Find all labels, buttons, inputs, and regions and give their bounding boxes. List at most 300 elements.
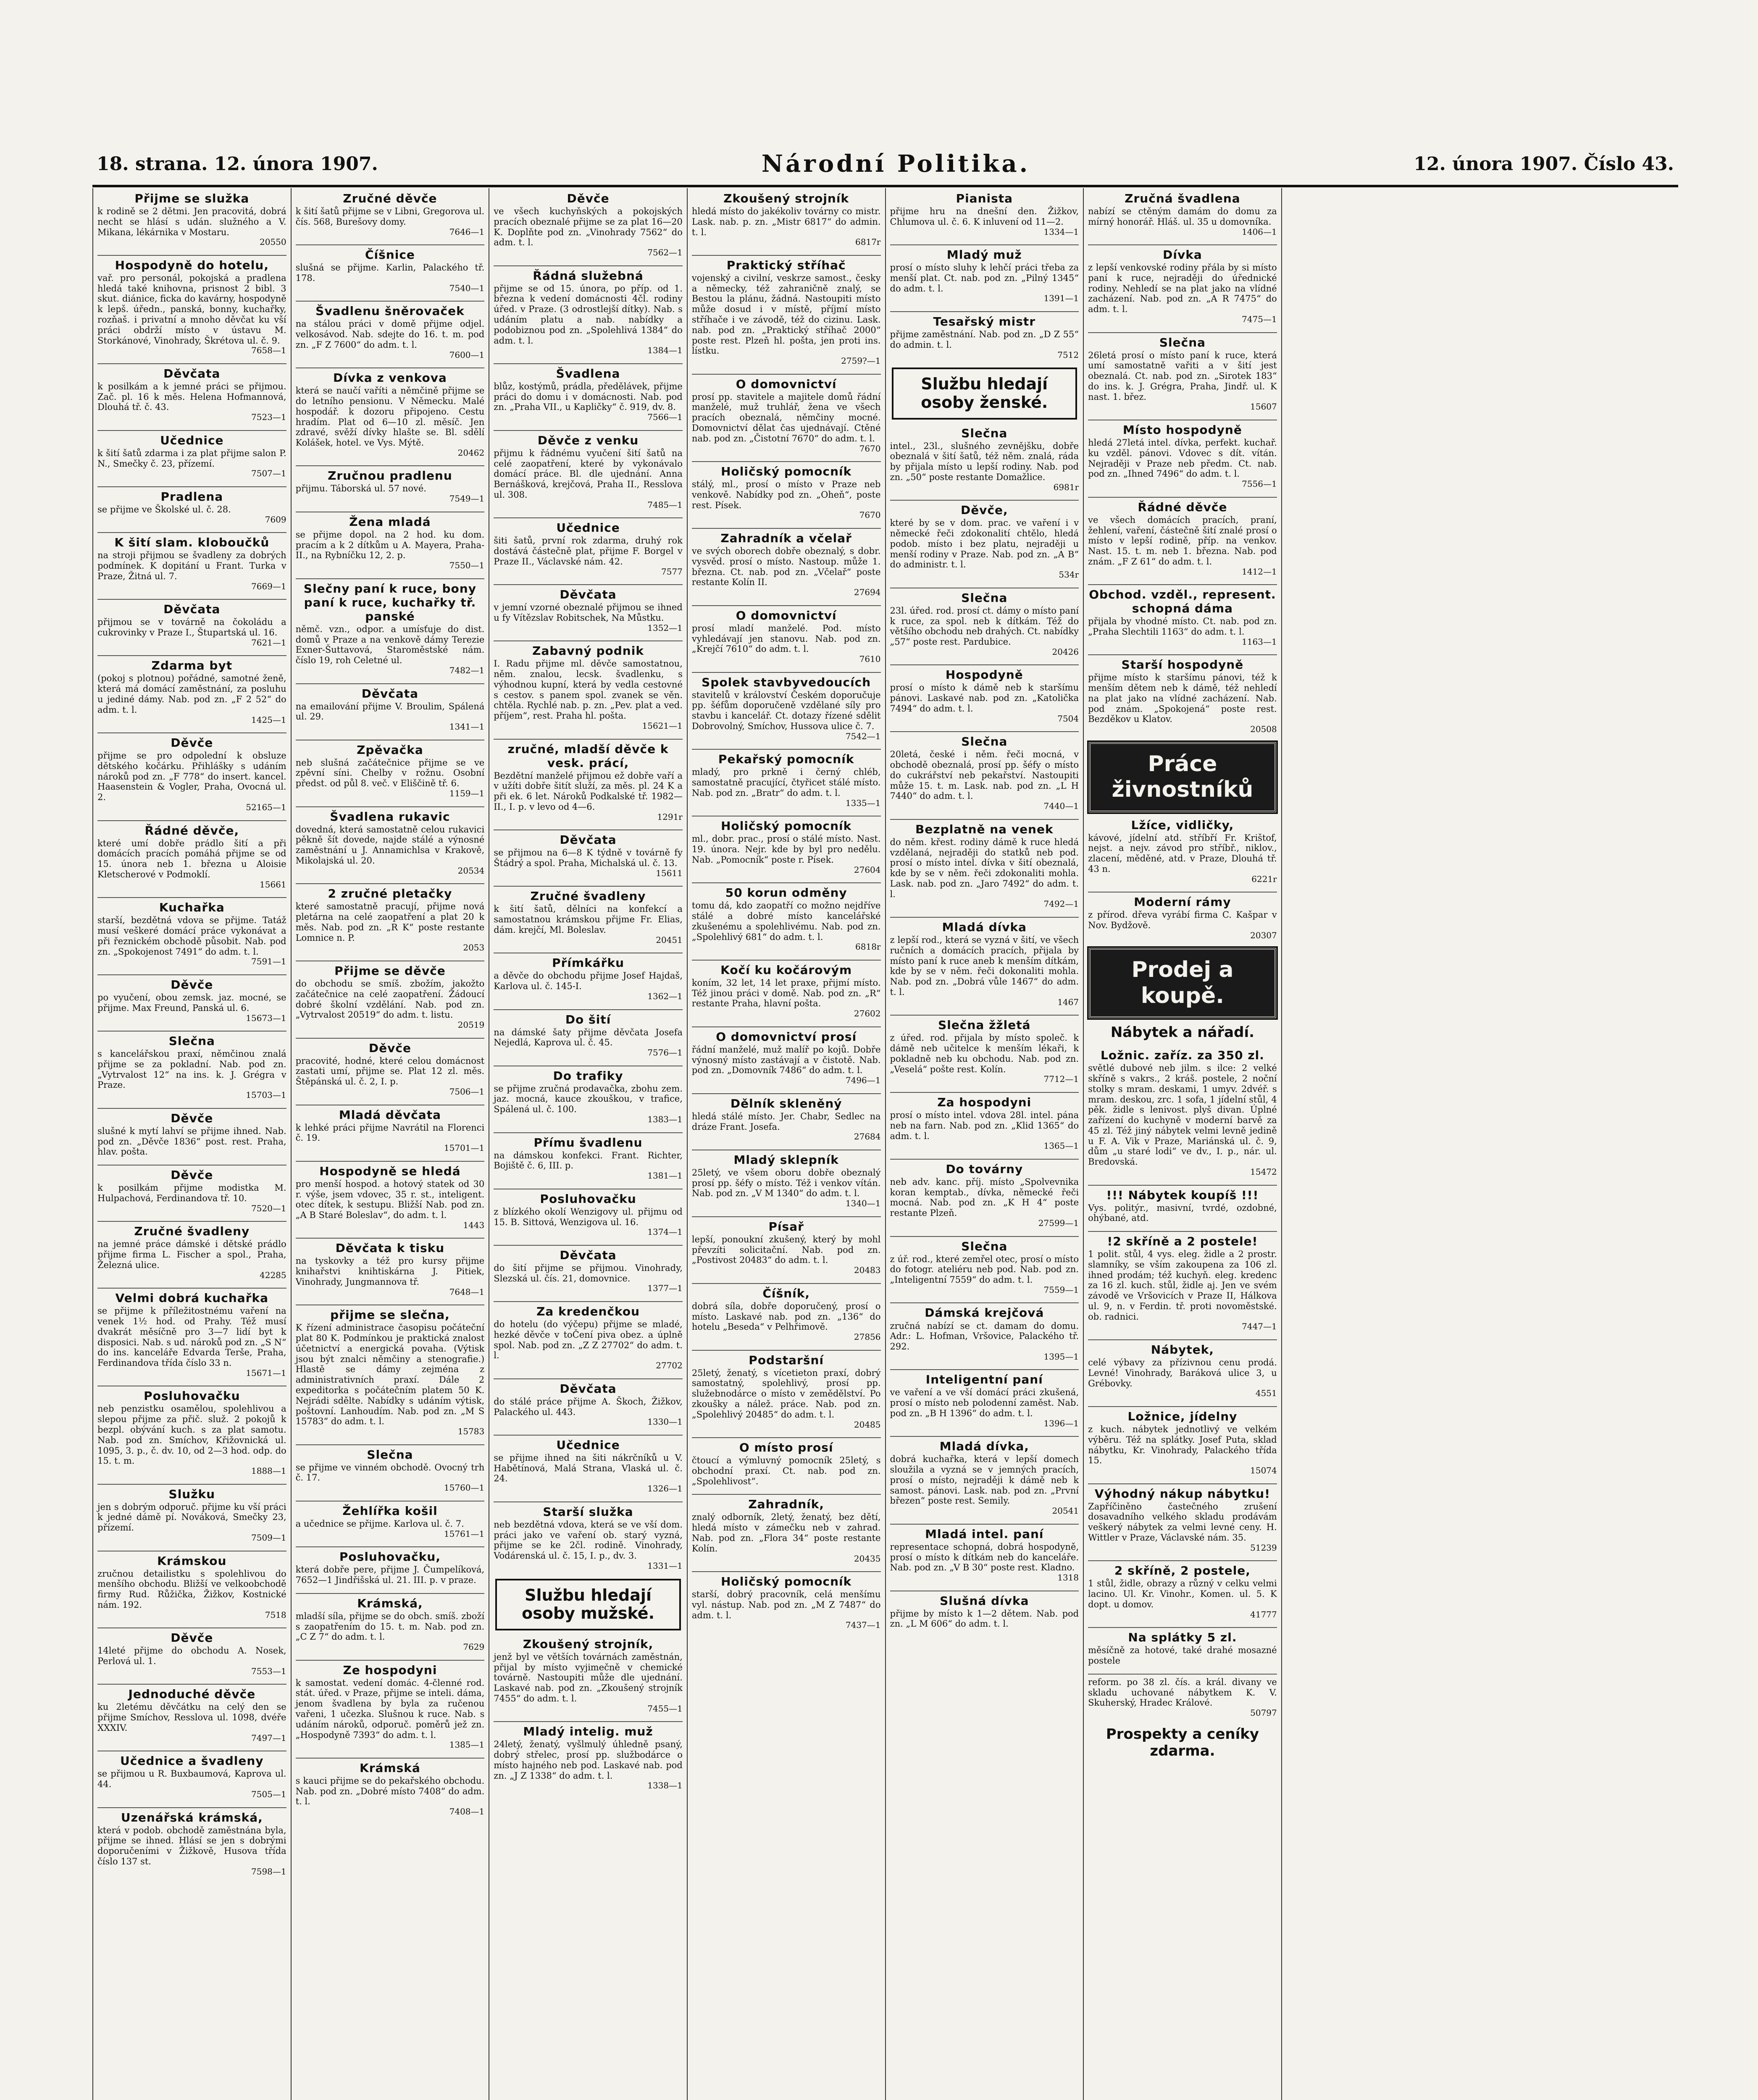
ad-body: do hotelu (do výčepu) přijme se mladé, hezké děvče v toČení piva obez. a úplně spol. Nab. pod zn. „Z Z 27702“ do adm. t. l.: [494, 1319, 683, 1361]
ad-body: K řízení administrace časopisu počáteční plat 80 K. Podmínkou je praktická znalost účetnictví a energická povaha. (Výtisk jsou být znalci němčiny a stenografie.) Hlastě se dámy zejména z administrativních praxí. Dále 2 expeditorka s počátečním platem 50 K. Nejrádi sdělte. Nabídky s udáním výtisk, poštovní. Lanhoudím. Nab. pod zn. „M S 15783“ do adm. t. l.: [295, 1323, 485, 1427]
ad-title: Pianista: [956, 192, 1013, 205]
ad-reference-code: 1406—1: [1242, 226, 1277, 237]
classified-ad: [494, 1502, 683, 1571]
ad-body: do šití přijme se přijmou. Vinohrady, Slezská ul. čís. 21, domovnice.: [494, 1263, 683, 1284]
classified-ad: [1088, 1048, 1277, 1177]
classified-ad: [296, 883, 485, 953]
classified-ad: [296, 1444, 485, 1493]
ad-body: representace schopná, dobrá hospodyně, prosí o místo k dítkám neb do kanceláře. Nab. pod zn. „V B 30“ poste rest. Kladno.: [890, 1541, 1079, 1573]
ad-title: Žena mladá: [349, 514, 431, 529]
ad-body: se přijmou na 6—8 K týdně v továrně fy Štádrý a spol. Praha, Michalská ul. č. 13.: [494, 848, 683, 869]
ad-title: Posluhovačku,: [339, 1550, 441, 1564]
ad-reference-code: 7518: [265, 1609, 286, 1620]
ad-body: se přijme zručná prodavačka, zbohu zem. jaz. mocná, kauce zkouškou, v trafice, Spálená ul. č. 100.: [494, 1083, 683, 1115]
ad-reference-code: 1291r: [657, 811, 683, 822]
ad-title: Učednice a švadleny: [120, 1754, 264, 1768]
ad-title: Výhodný nákup nábytku!: [1094, 1486, 1270, 1501]
ad-reference-code: 7523—1: [251, 412, 286, 423]
ad-title: Děvče z venku: [537, 433, 639, 447]
ad-title: Ložnic. zaříz. za 350 zl.: [1101, 1048, 1264, 1063]
ad-title: Holičský pomocník: [721, 1575, 852, 1589]
ad-title: Zdarma byt: [151, 659, 233, 673]
ad-title: Holičský pomocník: [721, 819, 852, 833]
ad-body: hledá 27letá intel. dívka, perfekt. kuchař. ku vzděl. pánovi. Vdovec s dít. vítán. Nejraději v Praze neb předm. Ct. nab. pod zn. „Ihned 7496“ do adm. t. l.: [1088, 438, 1277, 479]
ad-reference-code: 1377—1: [647, 1283, 683, 1294]
ad-body: 1 polit. stůl, 4 vys. eleg. židle a 2 prostr. slamníky, se vším zakoupena za 106 zl. ihned prodám; též kuchyň. eleg. kredenc za 16 zl. kuch. stůl, židle aj. Jen ve svém závodě ve Vršovicích v Praze II, Hálkova ul. 9, n. v Ferdin. tř. proti novoměstské. ob. radnici.: [1088, 1249, 1277, 1322]
ad-title: 50 korun odměny: [725, 886, 847, 900]
ad-body: k šití šatů, dělníci na konfekcí a samostatnou krámskou přijme Fr. Elias, dám. krejčí, Ml. Boleslav.: [494, 904, 683, 935]
ad-title: Slečna žžletá: [938, 1018, 1031, 1032]
ad-reference-code: 7600—1: [449, 349, 485, 360]
ad-reference-code: 27856: [854, 1332, 881, 1342]
ad-reference-code: 7437—1: [845, 1620, 881, 1630]
ad-body: k šití šatů přijme se v Libni, Gregorova ul. čís. 568, Burešovy domy.: [295, 206, 485, 227]
classified-ad: [494, 517, 683, 577]
ad-reference-code: 7629: [463, 1642, 485, 1652]
classified-ad: [890, 1591, 1079, 1630]
ad-body: k rodině se 2 dětmi. Jen pracovitá, dobrá necht se hlásí s udán. služného a V. Mikana, lékárnika v Mostaru.: [97, 206, 286, 237]
ad-title: Holičský pomocník: [721, 465, 852, 479]
classified-ad: [494, 584, 683, 633]
classified-ad: [296, 1038, 485, 1097]
ad-body: hledá místo do jakékoliv továrny co mistr. Lask. nab. p. zn. „Mistr 6817“ do admin. t. l.: [691, 206, 881, 237]
ad-body: přijme by místo k 1—2 dětem. Nab. pod zn. „L M 606“ do adm. t. l.: [890, 1608, 1079, 1629]
ad-title: Hospodyně do hotelu,: [115, 258, 269, 272]
ad-body: vojenský a civilní, veskrze samost., česky a německy, též zahraničně znalý, se Bestou la plánu, žádná. Nastoupiti místo může dosud i v místě, příjmí místo stříhače i ve závodě, též do cizinu. Lask. nab. pod zn. „Praktický stříhač 2000“ poste rest. Plzeň hl. pošta, jen proti ins. lístku.: [691, 273, 881, 356]
ad-reference-code: 7712—1: [1043, 1074, 1079, 1084]
ad-title: Dívka: [1163, 248, 1202, 262]
column-2: [292, 188, 490, 2100]
ad-title: Zkoušený strojník,: [523, 1637, 654, 1651]
ad-body: pro menší hospod. a hotový statek od 30 r. výše, jsem vdovec, 35 r. st., inteligent. otec dítek, k sestupu. Bližší Nab. pod zn. „A B Staré Boleslav“, do adm. t. l.: [295, 1179, 485, 1221]
classified-ad: [890, 1524, 1079, 1583]
ad-body: slušná se přijme. Karlin, Palackého tř. 178.: [295, 262, 485, 283]
ad-reference-code: 20534: [457, 865, 485, 876]
ad-reference-code: 7496—1: [845, 1075, 881, 1086]
ad-reference-code: 52165—1: [246, 802, 286, 812]
classified-ad: [692, 605, 881, 664]
classified-ad: [1088, 497, 1277, 577]
ad-body: se přijme k příležitostnému vaření na venek 1½ hod. od Prahy. Též musí dvakrát měsíčně pro 3—7 lidí byt k disposici. Nab. s ud. nároků pod zn. „S N“ do ins. kanceláře Edvarda Terše, Praha, Ferdinandova třída číslo 33 n.: [97, 1306, 286, 1368]
ad-body: 25letý, ženatý, s vícetieton praxí, dobrý samostatný, spolehlivý, prosí pp. služebnodárce o místo v zemědělství. Po zkoušky a nálež. práce. Nab. pod zn. „Spolehlivý 20485“ do adm. t. l.: [691, 1368, 881, 1420]
ad-reference-code: 20426: [1052, 646, 1079, 657]
column-6: [1084, 188, 1282, 2100]
classified-ad: [97, 363, 286, 423]
ad-body: hledá stálé místo. Jer. Chabr, Sedlec na dráze Frant. Josefa.: [691, 1111, 881, 1132]
ad-title: Děvče: [567, 192, 610, 205]
ad-title: Děvče: [171, 977, 213, 992]
classified-ad: [692, 816, 881, 875]
classified-ad: [296, 1105, 485, 1153]
ad-reference-code: 7598—1: [251, 1866, 286, 1877]
ad-reference-code: 20451: [656, 934, 683, 945]
ad-title: Slušná dívka: [940, 1593, 1029, 1608]
classified-ad: [296, 1660, 485, 1750]
classified-ad: [97, 430, 286, 479]
section-banner: Práce živnostníků: [1089, 742, 1276, 812]
classified-ad: [494, 1721, 683, 1791]
ad-title: Slečna: [961, 1239, 1008, 1253]
ad-title: Mladá dívka: [942, 920, 1027, 934]
ad-title: Děvče: [171, 736, 213, 750]
classified-ad: [97, 192, 286, 247]
classified-ad: [692, 374, 881, 454]
classified-ad: [97, 732, 286, 812]
classified-ad: [692, 461, 881, 520]
ad-reference-code: 7591—1: [251, 956, 286, 967]
ad-body: které by se v dom. prac. ve vaření i v německé řeči zdokonalití chtělo, hledá podob. místo i bez platu, nejraději u menší rodiny v Praze. Nab. pod zn. „A B“ do administr. t. l.: [890, 518, 1079, 570]
ad-body: do něm. křest. rodiny dámě k ruce hledá vzdělaná, nejraději do statků neb pod. prosí o místo intel. dívka v šití obeznalá, kde by se v něm. řeči zdokonaliti mohla. Lask. nab. pod zn. „Jaro 7492“ do adm. t. l.: [890, 837, 1079, 899]
ad-title: Uzenářská krámská,: [121, 1810, 263, 1824]
classified-ad: [692, 1093, 881, 1142]
classified-ad: [97, 532, 286, 591]
ad-reference-code: 7507—1: [251, 468, 286, 479]
ad-body: stálý, ml., prosí o místo v Praze neb venkově. Nabídky pod zn. „Oheň“, poste rest. Písek.: [691, 479, 881, 510]
ad-title: Dívka z venkova: [333, 371, 447, 385]
classified-ad: [1088, 192, 1277, 237]
ad-body: která dobře pere, přijme J. Čumpelíková, 7652—1 Jindřišská ul. 21. III. p. v praze.: [295, 1564, 485, 1585]
ad-title: O domovnictví: [736, 377, 837, 391]
ad-body: kávové, jídelní atd. stříbří Fr. Krištof, nejst. a nejv. závod pro stříbř., niklov., zlacení, měděné, atd. v Praze, Dlouhá tř. 43 n.: [1088, 832, 1277, 874]
classified-ad: [1088, 1231, 1277, 1332]
ad-body: přijmu. Táborská ul. 57 nové.: [295, 483, 426, 494]
ad-reference-code: 7485—1: [647, 499, 683, 510]
ad-body: starší, dobrý pracovník, celá menšímu vyl. nástup. Nab. pod zn. „M Z 7487“ do adm. t. l.: [691, 1589, 881, 1620]
ad-title: O místo prosí: [739, 1441, 833, 1455]
ad-body: k posilkám a k jemné práci se přijmou. Zač. pl. 16 k měs. Helena Hofmannová, Dlouhá tř. č. 43.: [97, 381, 286, 412]
ad-title: Do trafiky: [553, 1068, 623, 1083]
ad-title: Spolek stavbyvedoucích: [702, 675, 871, 689]
ad-reference-code: 6981r: [1053, 482, 1079, 492]
ad-body: přijme se od 15. února, po příp. od 1. března k vedení domácnosti 4čl. rodiny úřed. v Praze. (3 odrostlejší dítky). Nab. s udáním platu a nab. nabídky a podobiznou pod zn. „Spolehlivá 1384“ do adm. t. l.: [494, 283, 683, 346]
classified-ad: [97, 897, 286, 967]
ad-title: Místo hospodyně: [1123, 423, 1242, 437]
classified-ad: [890, 1015, 1079, 1084]
classified-ad: [890, 819, 1079, 909]
classified-ad: [296, 1593, 485, 1652]
classified-ad: [296, 1501, 485, 1539]
ad-body: prosí mladí manželé. Pod. místo vyhledávají jen stanovu. Nab. pod zn. „Krejčí 7610“ do adm. t. l.: [691, 623, 881, 654]
ad-title: Přímkářku: [552, 956, 625, 970]
ad-body: 24letý, ženatý, vyšlmulý úhledně psaný, dobrý střelec, prosí pp. službodárce o místo hajného neb pod. Laskavé nab. pod zn. „J Z 1338“ do adm. t. l.: [494, 1739, 683, 1781]
ad-reference-code: 7492—1: [1043, 899, 1079, 909]
classified-ad: [692, 1283, 881, 1342]
ad-body: pracovité, hodné, které celou domácnost zastati umí, přijme se. Plat 12 zl. měs. Štěpánská ul. č. 2, I. p.: [295, 1055, 485, 1087]
classified-ad: [692, 672, 881, 742]
classified-ad: [494, 192, 683, 258]
ad-reference-code: 50797: [1250, 1708, 1277, 1718]
classified-ad: [494, 1132, 683, 1181]
ad-reference-code: 4551: [1255, 1388, 1277, 1399]
classified-ad: [494, 1009, 683, 1058]
classified-ad: [494, 1066, 683, 1125]
ad-body: blůz, kostýmů, prádla, předělávek, přijme práci do domu i v domácnosti. Nab. pod zn. „Praha VII., u Kapličky“ č. 919, dv. 8.: [494, 381, 683, 412]
ad-title: Hospodyně se hledá: [319, 1164, 461, 1178]
section-subheading: Prospekty a ceníky zdarma.: [1106, 1725, 1259, 1759]
ad-title: Řádné děvče,: [145, 823, 239, 837]
page-header: [97, 147, 1674, 181]
section-box-heading: Službu hledají osoby mužské.: [495, 1579, 681, 1630]
ad-reference-code: 1888—1: [251, 1466, 286, 1476]
ad-body: na dámské šaty přijme děvčata Josefa Nejedlá, Kaprova ul. č. 45.: [494, 1027, 683, 1048]
header-rule: [92, 185, 1678, 187]
ad-reference-code: 1467: [1057, 997, 1079, 1007]
ad-body: Bezdětní manželé přijmou ež dobře vaří a v užíti dobře šitít služí, za měs. pl. 24 K a při ek. 6 let. Nároků Podkalské tř. 1982—II., I. p. v levo od 4—6.: [494, 770, 683, 812]
ad-title: Dámská krejčová: [925, 1306, 1044, 1320]
ad-title: Děvčata: [361, 686, 419, 701]
ad-reference-code: 20483: [854, 1265, 881, 1276]
ad-reference-code: 27604: [854, 864, 881, 875]
ad-body: dobrá kuchařka, která v lepší domech sloužila a vyzná se v jemných pracích, prosí o místo, nejraději k dámě neb k samost. pánovi. Lask. nab. pod zn. „První březen“ poste rest. Semily.: [890, 1454, 1079, 1506]
classified-ad: [296, 961, 485, 1030]
ad-body: mladší síla, přijme se do obch. smíš. zboží s zaopatřením do 15. t. m. Nab. pod zn. „C Z 7“ do adm. t. l.: [295, 1611, 485, 1642]
ad-reference-code: 1330—1: [647, 1417, 683, 1427]
ad-title: Děvčata: [163, 602, 221, 617]
ad-title: Zručná švadlena: [1125, 192, 1240, 205]
classified-ad: [494, 363, 683, 423]
ad-reference-code: 15621—1: [642, 720, 683, 731]
ad-reference-code: 1341—1: [449, 722, 485, 732]
ad-title: Kočí ku kočárovým: [720, 963, 852, 977]
classified-ad: [890, 664, 1079, 724]
classified-ad: [494, 1637, 683, 1714]
ad-body: starší, bezdětná vdova se přijme. Tatáž musí veškeré domácí práce vykonávat a při řeznickém obchodě působit. Nab. pod zn. „Spokojenost 7491“ do adm. t. l.: [97, 915, 286, 957]
classified-ad: [1088, 1339, 1277, 1399]
ad-body: koním, 32 let, 14 let praxe, přijmí místo. Též jinou práci v domě. Nab. pod zn. „R“ restante Praha, hlavní pošta.: [691, 977, 881, 1009]
ad-reference-code: 7648—1: [449, 1286, 485, 1297]
classified-ad: [97, 1807, 286, 1877]
ad-title: Krámskou: [157, 1554, 227, 1568]
classified-ad: [890, 588, 1079, 657]
ad-title: !!! Nábytek koupíš !!!: [1106, 1188, 1259, 1202]
ad-body: reform. po 38 zl. čís. a král. divany ve skladu uchované nábytkem K. V. Skuherský, Hradec Králové.: [1088, 1677, 1277, 1708]
ad-reference-code: 7610: [859, 654, 881, 664]
classified-ad: [692, 528, 881, 598]
header-left: 18. strana. 12. února 1907.: [97, 153, 378, 175]
ad-body: znalý odborník, 2letý, ženatý, bez dětí, hledá místo v zámečku neb v zahrad. Nab. pod zn. „Flora 34“ poste restante Kolín.: [691, 1512, 881, 1554]
ad-reference-code: 7504: [1057, 713, 1079, 724]
ad-body: s kancelářskou praxí, němčinou znalá přijme se za pokladní. Nab. pod zn. „Vytrvalost 12“ na ins. k. J. Grégra v Praze.: [97, 1049, 286, 1090]
ad-reference-code: 7576—1: [647, 1047, 683, 1058]
ad-title: Švadlena: [556, 366, 620, 381]
ad-body: němč. vzn., odpor. a umísťuje do dist. domů v Praze a na venkově dámy Terezie Exner-Šuttavová, Staroměstské nám. číslo 19, roh Celetné ul.: [295, 624, 485, 666]
ad-body: přijme místo k staršímu pánovi, též k menším dětem neb k dámě, též nehledí na plat jako na vlídné zacházení. Nab. pod znám. „Spokojená“ poste rest. Bezděkov u Klatov.: [1088, 672, 1277, 724]
ad-title: Děvče: [171, 1168, 213, 1182]
ad-reference-code: 6817r: [855, 237, 881, 247]
ad-reference-code: 20550: [260, 237, 286, 247]
classified-ad: [890, 1302, 1079, 1362]
ad-reference-code: 1384—1: [647, 345, 683, 356]
ad-title: Na splátky 5 zl.: [1128, 1630, 1237, 1645]
ad-body: intel., 23l., slušného zevnějšku, dobře obeznalá v šití šatů, též něm. znalá, ráda by přijala místo u lepší rodiny. Nab. pod zn. „50“ poste restante Domažlice.: [890, 441, 1079, 482]
classified-ad: [296, 683, 485, 732]
classified-ad: [97, 599, 286, 648]
ad-reference-code: 15671—1: [246, 1368, 286, 1378]
ad-title: O domovnictví prosí: [716, 1029, 857, 1044]
ad-body: nabízí se ctěným damám do domu za mírný honorář. Hláš. ul. 35 u domovníka.: [1088, 206, 1277, 227]
ad-body: neb bezdětná vdova, která se ve vší dom. práci jako ve vaření ob. starý vyzná, přijme se ke 2čl. rodině. Vinohrady, Vodárenská ul. č. 15, I. p., dv. 3.: [494, 1519, 683, 1561]
ad-reference-code: 1374—1: [647, 1227, 683, 1237]
ad-title: Zpěvačka: [357, 743, 423, 757]
ad-reference-code: 41777: [1250, 1609, 1277, 1620]
ad-reference-code: 7550—1: [449, 560, 485, 571]
ad-body: čtoucí a výmluvný pomocník 25letý, s obchodní praxí. Ct. nab. pod zn. „Spolehlivost“.: [691, 1455, 881, 1486]
classified-ad: [890, 917, 1079, 1007]
ad-title: O domovnictví: [736, 608, 837, 622]
classified-ad: [296, 1546, 485, 1586]
masthead-title: Národní Politika.: [761, 150, 1030, 178]
ad-title: Posluhovačku: [540, 1192, 636, 1206]
ad-title: K šití slam. kloboučků: [114, 536, 270, 550]
classified-ad: [494, 830, 683, 878]
ad-body: z kuch. nábytek jednotlivý ve velkém výběru. Též na splátky. Josef Puta, sklad nábytku, Kr. Vinohrady, Palackého třída 15.: [1088, 1424, 1277, 1466]
classified-ad: [494, 953, 683, 1001]
ad-body: na stroji přijmou se švadleny za dobrých podmínek. K dopitání u Frant. Turka v Praze, Žitná ul. 7.: [97, 550, 286, 581]
ad-reference-code: 7497—1: [251, 1732, 286, 1743]
ad-reference-code: 1331—1: [647, 1560, 683, 1571]
ad-reference-code: 1335—1: [845, 798, 881, 808]
classified-ad: [97, 974, 286, 1023]
classified-ad: [97, 1684, 286, 1743]
classified-ad: [1088, 420, 1277, 489]
classified-ad: [494, 1245, 683, 1294]
ad-body: dobrá síla, dobře doporučený, prosí o místo. Laskavé nab. pod zn. „136“ do hotelu „Beseda“ v Pelhřimově.: [691, 1301, 881, 1332]
ad-reference-code: 15607: [1250, 402, 1277, 412]
classified-ad: [494, 1189, 683, 1237]
classified-ad: [890, 1236, 1079, 1295]
ad-body: která v podob. obchodě zaměstnána byla, přijme se ihned. Hlásí se jen s dobrými doporučeními v Žižkově, Husova třída číslo 137 st.: [97, 1825, 286, 1866]
classified-ad: [97, 1221, 286, 1280]
classified-ad: [1088, 892, 1277, 940]
ad-title: 2 zručné pletačky: [328, 887, 452, 901]
ad-title: Zabavný podnik: [532, 644, 644, 658]
ad-body: z přírod. dřeva vyrábí firma C. Kašpar v Nov. Bydžově.: [1088, 910, 1277, 931]
ad-reference-code: 15661: [260, 879, 286, 890]
ad-reference-code: 7455—1: [647, 1703, 683, 1714]
ad-body: na dámskou konfekci. Frant. Richter, Bojiště č. 6, III. p.: [494, 1150, 683, 1171]
classified-ad: [692, 1350, 881, 1430]
ad-reference-code: 7621—1: [251, 637, 286, 648]
classified-ad: [692, 1216, 881, 1276]
ad-title: Učednice: [160, 433, 224, 447]
classified-ad: [692, 749, 881, 808]
ad-body: přijme se pro odpolední k obsluze dětského kočárku. Přihlášky s udáním nároků pod zn. „F 778“ do insert. kancel. Haasenstein & Vogler, Praha, Ovocná ul. 2.: [97, 751, 286, 803]
ad-body: které samostatně pracují, přijme nová pletárna na celé zaopatření a plat 20 k měs. Nab. pod zn. „R K“ poste restante Lomnice n. P.: [295, 901, 485, 943]
classified-ad: [296, 368, 485, 458]
ad-reference-code: 1352—1: [647, 622, 683, 633]
classified-ad: [1088, 584, 1277, 647]
ad-body: s kauci přijme se do pekařského obchodu. Nab. pod zn. „Dobré místo 7408“ do adm. t. l.: [295, 1775, 485, 1807]
ad-reference-code: 2053: [463, 942, 485, 953]
ad-body: celé výbavy za přízivnou cenu prodá. Levné! Vinohrady, Baráková ulice 3, u Grébovky.: [1088, 1357, 1277, 1389]
ad-body: se přijme ve Školské ul. č. 28.: [97, 504, 231, 515]
ad-title: Kuchařka: [159, 900, 225, 915]
classified-columns: [92, 188, 1678, 2100]
ad-reference-code: 7475—1: [1242, 314, 1277, 325]
classified-ad: [494, 640, 683, 731]
classified-ad: [1088, 244, 1277, 324]
ad-body: na emailování přijme V. Broulim, Spálená ul. 29.: [295, 701, 485, 722]
ad-title: Slečna: [961, 735, 1008, 749]
classified-ad: [97, 1165, 286, 1213]
classified-ad: [890, 500, 1079, 580]
classified-ad: [890, 311, 1079, 360]
ad-title: Inteligentní paní: [925, 1373, 1043, 1387]
classified-ad: [97, 1031, 286, 1100]
ad-title: Řádná služebná: [533, 268, 644, 283]
ad-body: neb penzistku osamělou, spolehlivou a slepou přijme za přič. služ. 2 pokojů k bezpl. obývání kuch. s za plat samotu. Nab. pod zn. Smíchov, Křižovnická ul. 1095, 3. p., č. dv. 10, od 2—3 hod. odp. do 15. t. m.: [97, 1404, 286, 1466]
classified-ad: [494, 1301, 683, 1371]
ad-title: Zručné švadleny: [530, 889, 646, 903]
ad-reference-code: 7482—1: [449, 665, 485, 675]
ad-title: Starší služka: [543, 1504, 633, 1519]
ad-body: zručnou detailistku s spolehlivou do menšího obchodu. Bližší ve velkoobchodě firmy Rud. Růžička, Žižkov, Kostnické nám. 192.: [97, 1568, 286, 1610]
ad-title: Děvčata: [560, 1381, 617, 1396]
ad-reference-code: 15611: [656, 868, 683, 878]
ad-title: Pradlena: [160, 489, 223, 504]
ad-title: Přijme se služka: [134, 192, 250, 205]
ad-title: Učednice: [556, 1438, 620, 1452]
ad-title: Zahradník a včelař: [720, 531, 852, 546]
classified-ad: [296, 740, 485, 799]
ad-reference-code: 7512: [1057, 349, 1079, 360]
ad-title: Nábytek,: [1151, 1343, 1214, 1357]
ad-title: Zahradník,: [748, 1497, 825, 1512]
ad-body: na tyskovky a též pro kursy přijme knihařstvi knihtiskárna J. Pitiek, Vinohrady, Jungmannova tř.: [295, 1256, 485, 1287]
ad-reference-code: 1412—1: [1242, 566, 1277, 577]
classified-ad: [1088, 1406, 1277, 1476]
classified-ad: [692, 192, 881, 247]
classified-ad: [1088, 818, 1277, 885]
ad-title: Mladý intelig. muž: [523, 1725, 653, 1739]
ad-body: neb adv. kanc. příj. místo „Spolvevnika koran kemptab., dívka, německé řeči mocná. Nab. pod zn. „K H 4“ poste restante Plzeň.: [890, 1176, 1079, 1218]
ad-reference-code: 6221r: [1251, 874, 1277, 884]
ad-body: z blízkého okolí Wenzigovy ul. přijmu od 15. B. Sittová, Wenzigova ul. 16.: [494, 1206, 683, 1227]
ad-title: Zručnou pradlenu: [328, 469, 452, 483]
classified-ad: [692, 882, 881, 952]
classified-ad: [296, 192, 485, 237]
ad-body: měsíčně za hotové, také drahé mosazné postele: [1088, 1645, 1277, 1666]
ad-reference-code: 27684: [854, 1131, 881, 1142]
ad-body: prosí o místo sluhy k lehčí práci třeba za menší plat. Ct. nab. pod zn. „Pilný 1345“ do adm. t. l.: [890, 262, 1079, 294]
ad-body: po vyučení, obou zemsk. jaz. mocné, se přijme. Max Freund, Panská ul. 6.: [97, 992, 286, 1013]
ad-title: Krámská: [360, 1761, 420, 1775]
ad-reference-code: 1385—1: [449, 1740, 485, 1750]
ad-title: Zručné děvče: [343, 192, 437, 205]
ad-body: se přijme ve vinném obchodě. Ovocný trh č. 17.: [295, 1462, 485, 1483]
ad-title: Švadlena rukavic: [330, 809, 450, 824]
classified-ad: [890, 1092, 1079, 1151]
ad-reference-code: 20307: [1250, 930, 1277, 940]
ad-body: ve vaření a ve vší domácí práci zkušená, prosí o místo neb polodenní zaměst. Nab. pod zn. „B H 1396“ do adm. t. l.: [890, 1387, 1079, 1418]
classified-ad: [97, 255, 286, 356]
ad-title: Děvčata k tisku: [335, 1241, 445, 1255]
classified-ad: [890, 731, 1079, 811]
classified-ad: [97, 1484, 286, 1543]
ad-body: lepší, ponoukní zkušený, který by mohl převzíti solicitační. Nab. pod zn. „Postivost 20483“ do adm. t. l.: [691, 1234, 881, 1265]
classified-ad: [1088, 1627, 1277, 1666]
ad-body: šiti šatů, první rok zdarma, druhý rok dostává částečně plat, přijme F. Borgel v Praze II., Václavské nám. 42.: [494, 536, 683, 567]
ad-body: (pokoj s plotnou) pořádné, samotné ženě, která má domácí zaměstnání, za posluhu u jediné dámy. Nab. pod zn. „F 2 52“ do adm. t. l.: [97, 673, 286, 715]
classified-ad: [296, 244, 485, 293]
ad-title: Jednoduché děvče: [128, 1687, 256, 1701]
header-right: 12. února 1907. Číslo 43.: [1414, 153, 1674, 175]
ad-reference-code: 1163—1: [1242, 636, 1277, 647]
ad-body: k posilkám přijme modistka M. Hulpachová, Ferdinandova tř. 10.: [97, 1183, 286, 1203]
ad-body: v jemní vzorné obeznalé přijmou se ihned u fy Vítězslav Robitschek, Na Můstku.: [494, 602, 683, 623]
classified-ad: [692, 1026, 881, 1086]
ad-title: Přijme se děvče: [334, 963, 446, 978]
